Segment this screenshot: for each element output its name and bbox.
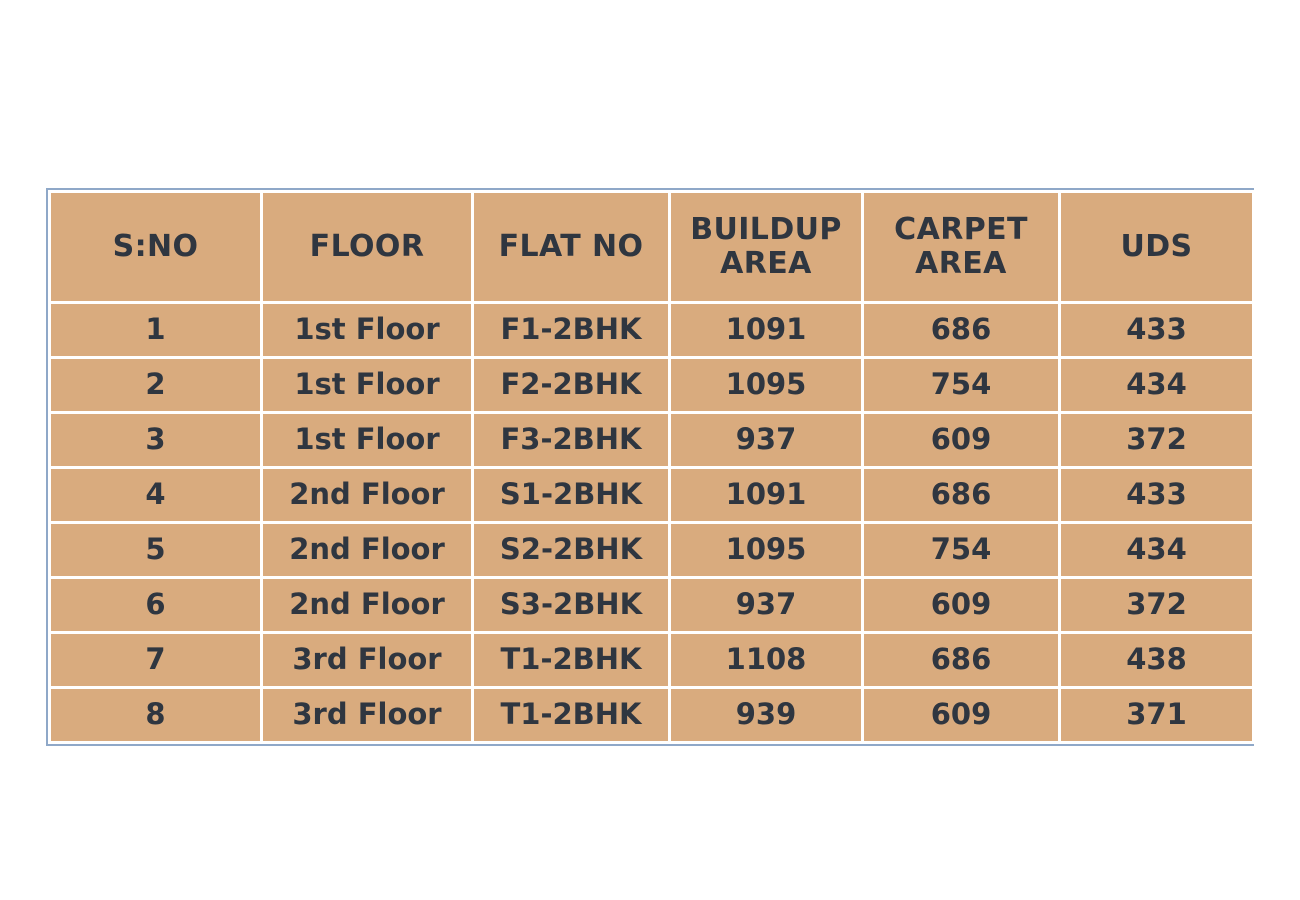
cell-carpet-area: 609: [863, 688, 1060, 743]
cell-floor: 2nd Floor: [262, 578, 473, 633]
table-row: [50, 688, 1254, 743]
cell-floor: 1st Floor: [262, 358, 473, 413]
cell-flat-no: F2-2BHK: [473, 358, 670, 413]
cell-flat-no: S1-2BHK: [473, 468, 670, 523]
cell-floor: 3rd Floor: [262, 633, 473, 688]
table-row: [50, 468, 1254, 523]
table-row: [50, 578, 1254, 633]
table-row: [50, 413, 1254, 468]
table-row: [50, 303, 1254, 358]
cell-flat-no: F1-2BHK: [473, 303, 670, 358]
cell-uds: 372: [1060, 578, 1254, 633]
cell-buildup-area: 1108: [670, 633, 863, 688]
cell-uds: 433: [1060, 303, 1254, 358]
column-header-buildup-area-line2: AREA: [720, 246, 812, 281]
cell-carpet-area: 754: [863, 358, 1060, 413]
table-row: [50, 523, 1254, 578]
cell-buildup-area: 1095: [670, 523, 863, 578]
column-header-floor: [262, 192, 473, 303]
cell-sno: 7: [50, 633, 262, 688]
column-header-sno-line1: S:NO: [112, 229, 199, 265]
column-header-buildup-area-line1: BUILDUP: [690, 212, 842, 248]
cell-flat-no: T1-2BHK: [473, 633, 670, 688]
cell-uds: 372: [1060, 413, 1254, 468]
cell-sno: 5: [50, 523, 262, 578]
column-header-sno: [50, 192, 262, 303]
cell-uds: 371: [1060, 688, 1254, 743]
flat-schedule-table-container: [46, 188, 1254, 746]
table-body: [50, 303, 1254, 743]
cell-carpet-area: 686: [863, 468, 1060, 523]
cell-buildup-area: 1091: [670, 468, 863, 523]
cell-sno: 8: [50, 688, 262, 743]
column-header-buildup-area: [670, 192, 863, 303]
column-header-carpet-area: [863, 192, 1060, 303]
cell-flat-no: T1-2BHK: [473, 688, 670, 743]
column-header-floor-line1: FLOOR: [309, 229, 425, 265]
cell-uds: 434: [1060, 523, 1254, 578]
cell-uds: 434: [1060, 358, 1254, 413]
cell-flat-no: S2-2BHK: [473, 523, 670, 578]
cell-floor: 2nd Floor: [262, 468, 473, 523]
cell-flat-no: S3-2BHK: [473, 578, 670, 633]
cell-buildup-area: 1095: [670, 358, 863, 413]
cell-sno: 3: [50, 413, 262, 468]
cell-floor: 1st Floor: [262, 303, 473, 358]
cell-carpet-area: 686: [863, 633, 1060, 688]
cell-sno: 1: [50, 303, 262, 358]
table-header: [50, 192, 1254, 303]
cell-floor: 1st Floor: [262, 413, 473, 468]
cell-carpet-area: 754: [863, 523, 1060, 578]
cell-buildup-area: 1091: [670, 303, 863, 358]
column-header-uds: [1060, 192, 1254, 303]
cell-carpet-area: 609: [863, 413, 1060, 468]
cell-sno: 2: [50, 358, 262, 413]
column-header-flat-no-line1: FLAT NO: [498, 229, 644, 265]
table-row: [50, 633, 1254, 688]
cell-carpet-area: 686: [863, 303, 1060, 358]
cell-buildup-area: 937: [670, 578, 863, 633]
cell-carpet-area: 609: [863, 578, 1060, 633]
column-header-carpet-area-line1: CARPET: [894, 212, 1028, 248]
flat-schedule-table: [48, 190, 1255, 744]
cell-sno: 4: [50, 468, 262, 523]
column-header-carpet-area-line2: AREA: [915, 246, 1007, 281]
column-header-uds-line1: UDS: [1120, 229, 1193, 265]
cell-flat-no: F3-2BHK: [473, 413, 670, 468]
cell-sno: 6: [50, 578, 262, 633]
column-header-flat-no: [473, 192, 670, 303]
cell-uds: 438: [1060, 633, 1254, 688]
cell-uds: 433: [1060, 468, 1254, 523]
cell-buildup-area: 939: [670, 688, 863, 743]
table-row: [50, 358, 1254, 413]
cell-floor: 3rd Floor: [262, 688, 473, 743]
cell-floor: 2nd Floor: [262, 523, 473, 578]
cell-buildup-area: 937: [670, 413, 863, 468]
table-header-row: [50, 192, 1254, 303]
